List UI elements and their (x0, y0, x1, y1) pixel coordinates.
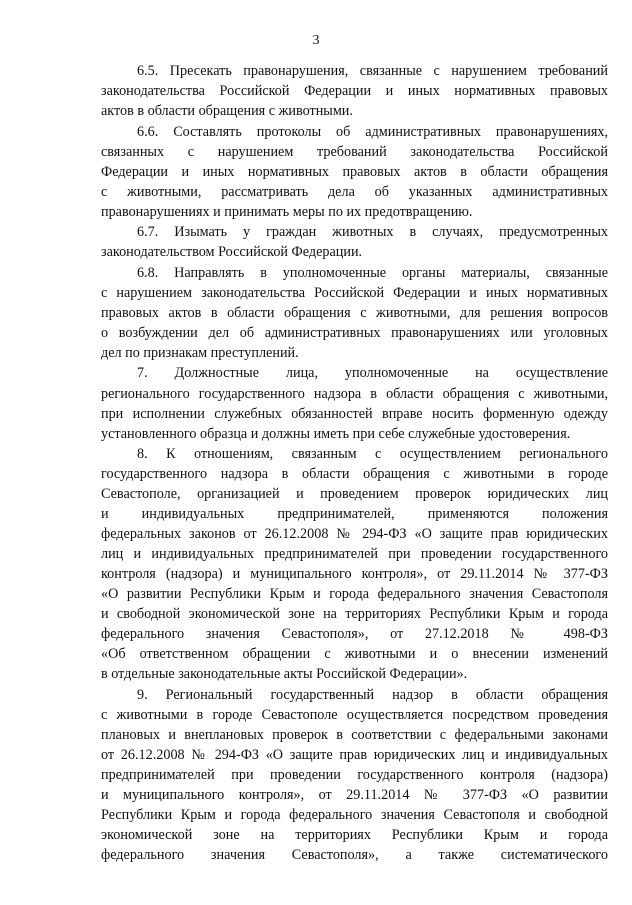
text-line: и индивидуальных предпринимателей, применяются положения (101, 506, 608, 522)
text-line: 6.6. Составлять протоколы об административных правонарушениях, (137, 124, 608, 140)
text-line: законодательства Российской Федерации и иных нормативных правовых (101, 83, 608, 99)
text-line: государственного надзора в области обращения с животными в городе (101, 466, 608, 482)
text-line: федерального значения Севастополя», а также систематического (101, 847, 608, 863)
text-line: Севастополе, организацией и проведением проверок юридических лиц (101, 486, 608, 502)
text-line: дел по признакам преступлений. (101, 345, 299, 361)
text-line: о возбуждении дел об административных правонарушениях или уголовных (101, 325, 608, 341)
text-line: 6.8. Направлять в уполномоченные органы материалы, связанные (137, 265, 608, 281)
text-line: законодательством Российской Федерации. (101, 244, 363, 260)
text-line: связанных с нарушением требований законодательства Российской (101, 144, 608, 160)
text-line: федерального значения Севастополя», от 27.12.2018 № 498-ФЗ (101, 626, 608, 642)
text-line: лиц и индивидуальных предпринимателей при проведении государственного (101, 546, 608, 562)
text-line: 7. Должностные лица, уполномоченные на осуществление (137, 365, 608, 381)
text-line: предпринимателей при проведении государственного контроля (надзора) (101, 767, 608, 783)
text-line: экономической зоне на территориях Республики Крым и города (101, 827, 608, 843)
text-line: и муниципального контроля», от 29.11.2014 № 377-ФЗ «О развитии (101, 787, 608, 803)
text-line: с нарушением законодательства Российской Федерации и иных нормативных (101, 285, 608, 301)
text-line: с животными, рассматривать дела об указанных административных (101, 184, 608, 200)
text-line: правонарушениях и принимать меры по их предотвращению. (101, 204, 473, 220)
text-line: «О развитии Республики Крым и города федерального значения Севастополя (101, 586, 608, 602)
text-line: актов в области обращения с животными. (101, 103, 353, 119)
text-line: Федерации и иных нормативных правовых актов в области обращения (101, 164, 608, 180)
text-line: 6.7. Изымать у граждан животных в случаях, предусмотренных (137, 224, 608, 240)
text-line: регионального государственного надзора в области обращения с животными, (101, 386, 608, 402)
text-line: в отдельные законодательные акты Российской Федерации». (101, 666, 468, 682)
text-line: Республики Крым и города федерального значения Севастополя и свободной (101, 807, 608, 823)
page-number: 3 (312, 33, 320, 48)
text-line: федеральных законов от 26.12.2008 № 294-ФЗ «О защите прав юридических (101, 526, 608, 542)
text-line: 8. К отношениям, связанным с осуществлением регионального (137, 446, 608, 462)
text-line: установленного образца и должны иметь при себе служебные удостоверения. (101, 426, 571, 442)
text-line: «Об ответственном обращении с животными и о внесении изменений (101, 646, 608, 662)
text-line: при исполнении служебных обязанностей вправе носить форменную одежду (101, 406, 608, 422)
text-line: с животными в городе Севастополе осуществляется посредством проведения (101, 707, 608, 723)
text-line: 9. Региональный государственный надзор в области обращения (137, 687, 608, 703)
text-line: плановых и внеплановых проверок в соответствии с федеральными законами (101, 727, 608, 743)
text-line: правовых актов в области обращения с животными, для решения вопросов (101, 305, 608, 321)
text-line: и свободной экономической зоне на территориях Республики Крым и города (101, 606, 608, 622)
text-line: от 26.12.2008 № 294-ФЗ «О защите прав юридических лиц и индивидуальных (101, 747, 608, 763)
text-line: контроля (надзора) и муниципального контроля», от 29.11.2014 № 377-ФЗ (101, 566, 608, 582)
text-line: 6.5. Пресекать правонарушения, связанные с нарушением требований (137, 63, 608, 79)
